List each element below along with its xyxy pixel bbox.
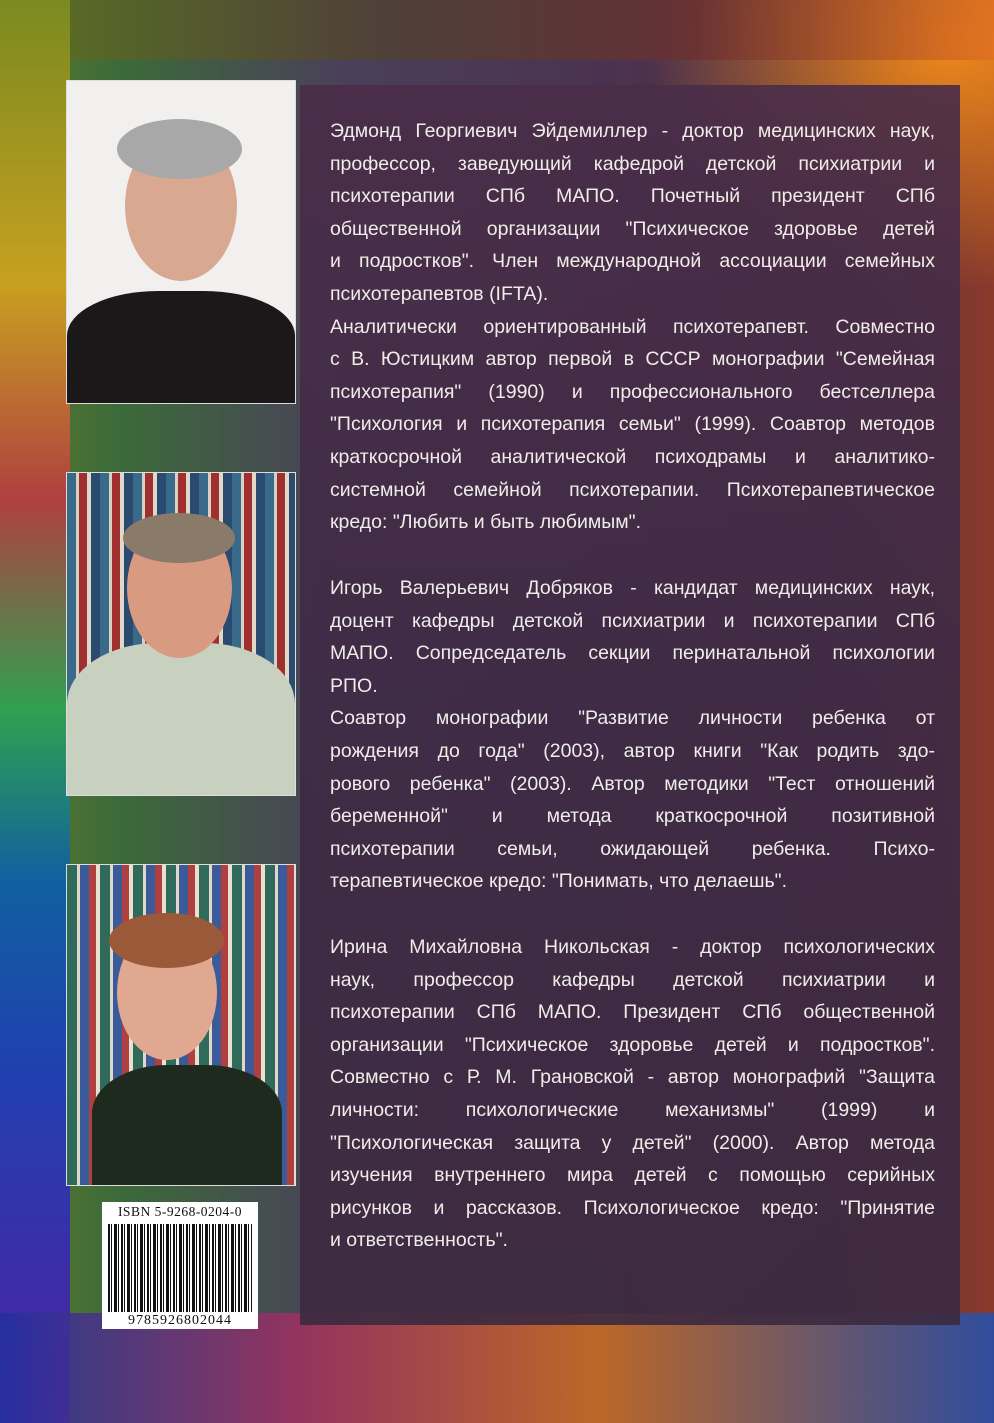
bio-line <box>330 343 935 376</box>
bio-line-text: терапевтическое кредо: "Понимать, что делаешь". <box>330 870 787 893</box>
bio-line <box>330 964 935 997</box>
author-photo-eidemiller <box>66 80 296 404</box>
barcode-bars <box>108 1224 252 1312</box>
bio-line-text: рисунков и рассказов. Психологическое кредо: "Принятие <box>330 1196 935 1219</box>
bio-line-text: профессор, заведующий кафедрой детской психиатрии и <box>330 152 935 175</box>
author-bio-nikolskaya <box>330 931 935 1257</box>
bio-line <box>330 833 935 866</box>
bio-line-text: рождения до года" (2003), автор книги "Как родить здо- <box>330 739 935 762</box>
bio-line <box>330 637 935 670</box>
bio-line <box>330 996 935 1029</box>
bio-line-text: "Психологическая защита у детей" (2000). Автор метода <box>330 1131 935 1154</box>
bio-line-text: психотерапии СПб МАПО. Почетный президент СПб <box>330 185 935 208</box>
bio-line-text: психотерапия" (1990) и профессионального бестселлера <box>330 380 935 403</box>
cover-background-top <box>0 0 994 60</box>
bio-line <box>330 213 935 246</box>
bio-line-text: организации "Психическое здоровье детей и подростков". <box>330 1033 935 1056</box>
bio-line-text: рового ребенка" (2003). Автор методики "Тест отношений <box>330 772 935 795</box>
bio-line <box>330 441 935 474</box>
bio-line-text: психотерапии СПб МАПО. Президент СПб общественной <box>330 1001 935 1024</box>
bio-line-text: изучения внутреннего мира детей с помощью серийных <box>330 1164 935 1187</box>
bio-line-text: кредо: "Любить и быть любимым". <box>330 511 642 534</box>
bio-line-text: Ирина Михайловна Никольская - доктор психологических <box>330 936 935 958</box>
bio-line <box>330 1127 935 1160</box>
bio-line-text: РПО. <box>330 674 378 697</box>
bio-line-text: с В. Юстицким автор первой в СССР монографии "Семейная <box>330 348 935 371</box>
bio-line-text: Эдмонд Георгиевич Эйдемиллер - доктор медицинских наук, <box>330 120 935 142</box>
bio-line-text: наук, профессор кафедры детской психиатрии и <box>330 968 935 991</box>
bio-line <box>330 702 935 735</box>
bio-line-text: и ответственность". <box>330 1229 508 1252</box>
bio-line <box>330 1224 935 1257</box>
author-bio-dobryakov <box>330 572 935 898</box>
isbn-barcode <box>102 1202 258 1327</box>
bio-line-text: Игорь Валерьевич Добряков - кандидат медицинских наук, <box>330 577 935 599</box>
bio-line-text: Соавтор монографии "Развитие личности ребенка от <box>330 707 935 730</box>
bio-line <box>330 670 935 703</box>
bio-line <box>330 376 935 409</box>
bio-line-text: психотерапевтов (IFTA). <box>330 282 549 305</box>
bio-line <box>330 735 935 768</box>
bio-line-text: психотерапии семьи, ожидающей ребенка. Психо- <box>330 837 935 860</box>
bio-line <box>330 278 935 311</box>
bio-line-text: краткосрочной аналитической психодрамы и аналитико- <box>330 445 935 468</box>
bio-line <box>330 115 935 148</box>
bio-line-text: общественной организации "Психическое здоровье детей <box>330 217 935 240</box>
bio-line <box>330 506 935 539</box>
bio-line-text: Совместно с Р. М. Грановской - автор монографий "Защита <box>330 1066 935 1089</box>
bio-line <box>330 408 935 441</box>
bio-line <box>330 1061 935 1094</box>
bio-line <box>330 572 935 605</box>
bio-line-text: и подростков". Член международной ассоциации семейных <box>330 250 935 273</box>
bio-line <box>330 1159 935 1192</box>
bio-line <box>330 1029 935 1062</box>
bio-line-text: личности: психологические механизмы" (1999) и <box>330 1098 935 1121</box>
bio-line <box>330 865 935 898</box>
author-photo-dobryakov <box>66 472 296 796</box>
ean-number: 9785926802044 <box>102 1313 258 1329</box>
bio-line <box>330 245 935 278</box>
cover-background-left <box>0 0 70 1423</box>
bio-line <box>330 1192 935 1225</box>
bio-line <box>330 800 935 833</box>
bio-line <box>330 180 935 213</box>
bio-line-text: МАПО. Сопредседатель секции перинатальной психологии <box>330 642 935 665</box>
bio-line <box>330 768 935 801</box>
bio-line <box>330 931 935 964</box>
author-bio-eidemiller <box>330 115 935 539</box>
bio-line <box>330 605 935 638</box>
isbn-number: ISBN 5-9268-0204-0 <box>117 1204 243 1219</box>
bio-line-text: системной семейной психотерапии. Психотерапевтическое <box>330 478 935 501</box>
bio-line <box>330 1094 935 1127</box>
bio-line <box>330 311 935 344</box>
bio-line-text: Аналитически ориентированный психотерапевт. Совместно <box>330 315 935 338</box>
bio-line <box>330 474 935 507</box>
author-photo-nikolskaya <box>66 864 296 1186</box>
cover-background-bottom <box>0 1313 994 1423</box>
bio-line-text: "Психология и психотерапия семьи" (1999). Соавтор методов <box>330 413 935 436</box>
bio-line-text: беременной" и метода краткосрочной позитивной <box>330 805 935 828</box>
bio-line <box>330 148 935 181</box>
bio-line-text: доцент кафедры детской психиатрии и психотерапии СПб <box>330 609 935 632</box>
